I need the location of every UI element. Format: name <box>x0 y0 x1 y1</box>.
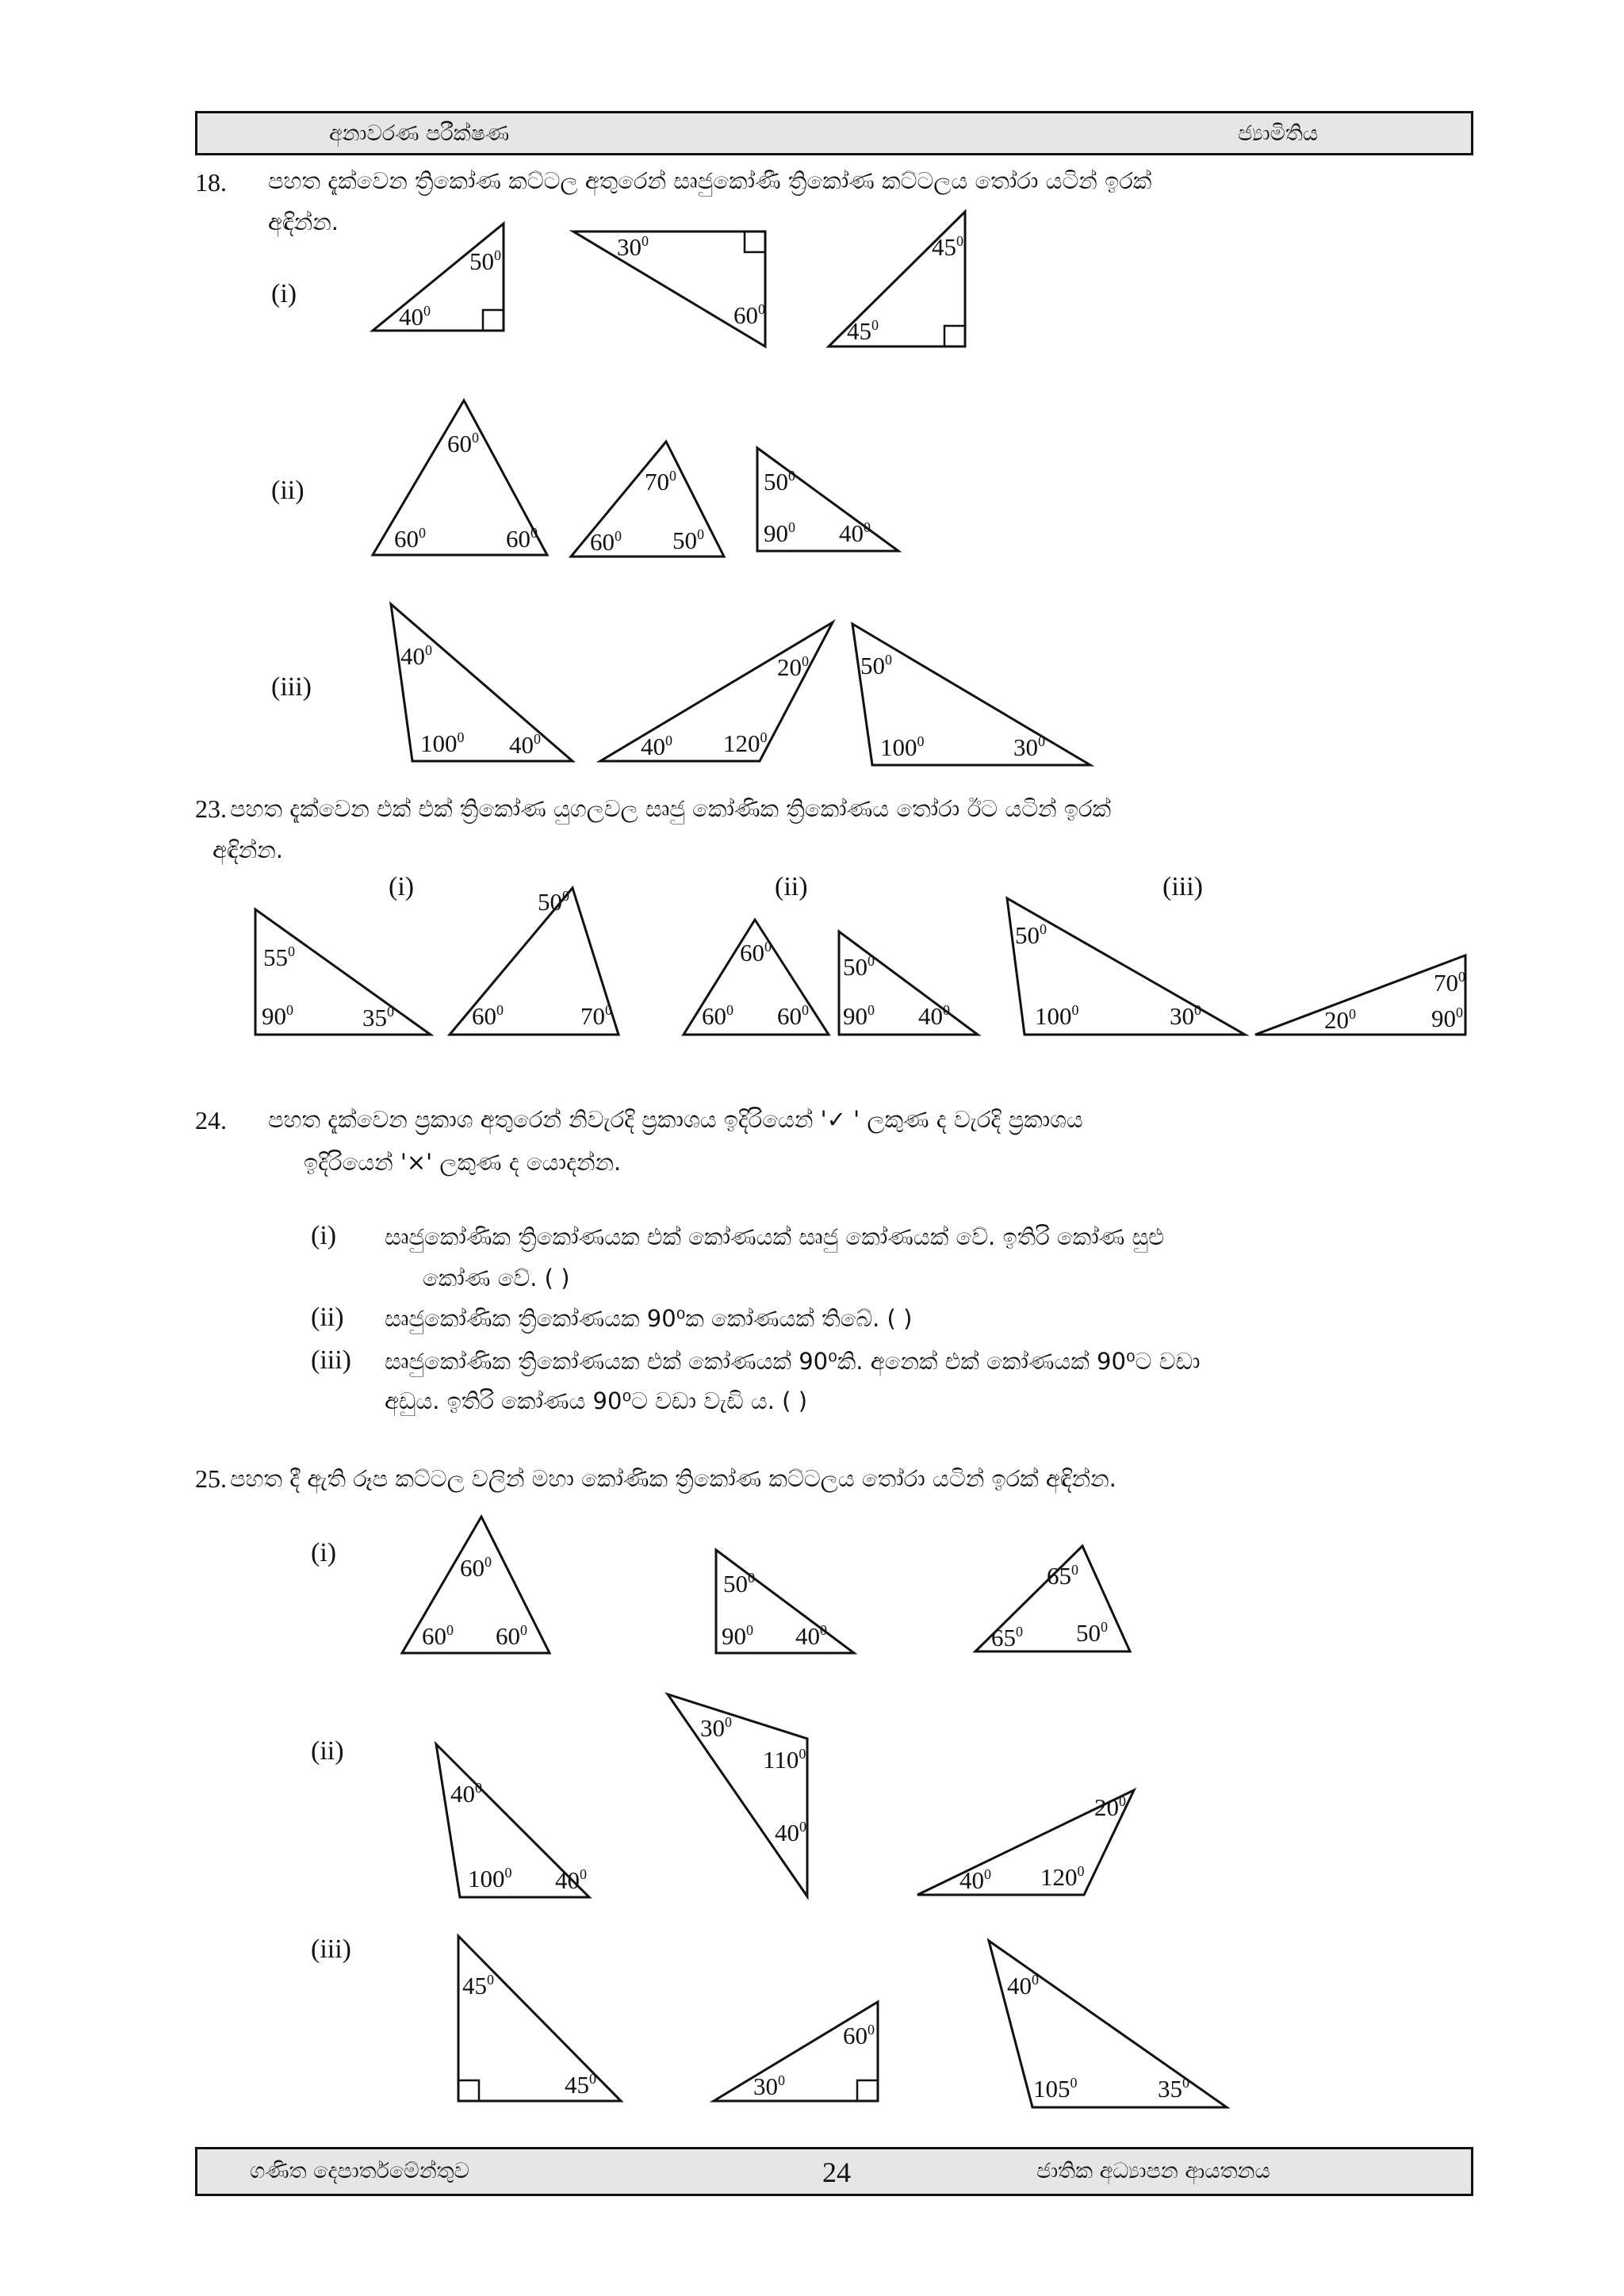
angle-label: $50^0$ <box>672 526 704 554</box>
angle-label: $100^0$ <box>468 1865 512 1892</box>
angle-label: $70^0$ <box>645 468 676 496</box>
angle-label: $100^0$ <box>1035 1002 1079 1030</box>
angle-label: $55^0$ <box>263 943 295 971</box>
angle-label: $60^0$ <box>590 528 622 556</box>
angle-label: $20^0$ <box>1094 1793 1126 1821</box>
q24-intro-line2: ඉදිරියෙන් '×' ලකුණ ද යොදන්න. <box>304 1149 622 1176</box>
triangle-q18-ii-5 <box>757 448 898 551</box>
triangle-q23-ii-12 <box>839 932 978 1035</box>
triangle-q18-ii-3 <box>373 400 547 555</box>
triangle-q18-i-2 <box>829 212 965 346</box>
angle-label: $45^0$ <box>932 233 963 261</box>
angle-label: $60^0$ <box>740 939 772 966</box>
q24-item-label-ii: (ii) <box>311 1303 344 1332</box>
q24-number: 24. <box>195 1106 227 1135</box>
angle-label: $30^0$ <box>753 2072 785 2100</box>
angle-label: $50^0$ <box>1076 1619 1108 1647</box>
angle-label: $90^0$ <box>262 1002 293 1030</box>
triangle-q18-iii-8 <box>852 624 1090 765</box>
footer-right-title: ජාතික අධ්‍යාපන ආයතනය <box>1036 2159 1270 2183</box>
q18-row-label-iii: (iii) <box>271 672 312 702</box>
angle-label: $40^0$ <box>839 519 871 547</box>
q25-number: 25. <box>195 1464 227 1493</box>
header-left-title: අනාවරණ පරීක්ෂණ <box>329 121 510 146</box>
angle-label: $110^0$ <box>763 1746 806 1774</box>
right-angle-mark <box>745 232 765 252</box>
q24-item-i-line2: කෝණ වේ. ( ) <box>423 1265 570 1292</box>
angle-label: $60^0$ <box>733 301 765 329</box>
triangle-q18-i-1 <box>573 232 765 346</box>
angle-label: $20^0$ <box>1324 1006 1356 1034</box>
angle-label: $40^0$ <box>555 1866 587 1894</box>
triangle-q25-iii-21 <box>458 1936 621 2101</box>
angle-label: $45^0$ <box>565 2071 596 2099</box>
q24-item-iii-line2: අඩුය. ඉතිරි කෝණය 90⁰ට වඩා වැඩි ය. ( ) <box>385 1387 808 1414</box>
angle-label: $70^0$ <box>580 1002 612 1030</box>
angle-label: $90^0$ <box>843 1002 875 1030</box>
q24-item-label-i: (i) <box>311 1221 337 1250</box>
q18-line1: පහත දැක්වෙන ත්‍රිකෝණ කට්ටල අතුරෙන් සෘජුකෝණී ත්‍රිකෝණ කට්ටලය තෝරා යටින් ඉරක් <box>268 167 1152 194</box>
triangle-q25-ii-20 <box>917 1790 1134 1895</box>
angle-label: $30^0$ <box>617 233 649 261</box>
triangle-outline <box>600 622 833 761</box>
angle-label: $40^0$ <box>509 731 541 759</box>
angle-label: $50^0$ <box>843 953 875 981</box>
angle-label: $70^0$ <box>1434 969 1465 997</box>
page-footer <box>195 2147 1473 2196</box>
triangle-q25-i-16 <box>716 1550 854 1653</box>
angle-label: $40^0$ <box>775 1819 806 1846</box>
q18-number: 18. <box>195 168 227 197</box>
q23-line1: පහත දැක්වෙන එක් එක් ත්‍රිකෝණ යුගලවල සෘජු කෝණික ත්‍රිකෝණය තෝරා ඊට යටින් ඉරක් <box>230 795 1112 822</box>
q24-item-label-iii: (iii) <box>311 1345 351 1375</box>
triangle-q25-iii-22 <box>714 2002 878 2101</box>
angle-label: $50^0$ <box>723 1570 755 1598</box>
q24-item-ii-line1: සෘජුකෝණික ත්‍රිකෝණයක 90⁰ක කෝණයක් තිබේ. ( ) <box>385 1305 913 1332</box>
angle-label: $60^0$ <box>394 525 426 553</box>
triangle-q25-ii-18 <box>436 1744 589 1897</box>
angle-label: $30^0$ <box>700 1714 732 1742</box>
triangle-q25-i-15 <box>402 1517 550 1653</box>
angle-label: $60^0$ <box>496 1622 527 1650</box>
angle-label: $50^0$ <box>764 468 795 496</box>
triangle-q25-i-17 <box>975 1546 1130 1651</box>
triangle-q23-i-9 <box>255 909 431 1035</box>
triangle-outline <box>458 1936 621 2101</box>
angle-label: $35^0$ <box>362 1004 394 1031</box>
footer-left-title: ගණිත දෙපාර්තමේන්තුව <box>250 2159 469 2183</box>
q25-line1: පහත දී ඇති රූප කට්ටල වලින් මහා කෝණික ත්‍රිකෝණ කට්ටලය තෝරා යටින් ඉරක් අඳින්න. <box>230 1465 1116 1492</box>
angle-label: $60^0$ <box>777 1002 809 1030</box>
angle-label: $40^0$ <box>641 733 672 760</box>
angle-label: $30^0$ <box>1013 733 1045 761</box>
angle-label: $50^0$ <box>860 652 892 679</box>
triangle-outline <box>989 1941 1227 2107</box>
q25-row-label-i: (i) <box>311 1538 337 1567</box>
angle-label: $60^0$ <box>843 2022 875 2049</box>
q23-label-i: (i) <box>389 872 415 901</box>
triangle-outline <box>573 232 765 346</box>
triangle-outline <box>391 604 573 761</box>
angle-label: $65^0$ <box>991 1624 1023 1651</box>
angle-label: $50^0$ <box>1015 921 1047 949</box>
angle-label: $40^0$ <box>795 1622 827 1650</box>
triangle-q25-ii-19 <box>668 1694 807 1896</box>
q18-row-label-ii: (ii) <box>271 476 304 505</box>
triangle-q23-i-10 <box>450 888 619 1035</box>
header-right-title: ජ්‍යාමිතිය <box>1238 121 1319 146</box>
q24-item-i-line1: සෘජුකෝණික ත්‍රිකෝණයක එක් කෝණයක් සෘජු කෝණයක් වේ. ඉතිරි කෝණ සුළු <box>385 1223 1165 1250</box>
angle-label: $60^0$ <box>472 1002 504 1030</box>
angle-label: $50^0$ <box>538 888 569 916</box>
angle-label: $40^0$ <box>450 1780 482 1808</box>
q23-label-iii: (iii) <box>1162 872 1203 901</box>
q23-line2: අඳින්න. <box>213 836 283 863</box>
angle-label: $90^0$ <box>764 519 795 547</box>
q23-label-ii: (ii) <box>775 872 808 901</box>
angle-label: $40^0$ <box>959 1866 991 1894</box>
angle-label: $60^0$ <box>460 1554 492 1582</box>
right-angle-mark <box>458 2080 479 2101</box>
triangle-outline <box>714 2002 878 2101</box>
q23-number: 23. <box>195 794 227 823</box>
angle-label: $60^0$ <box>422 1622 454 1650</box>
right-angle-mark <box>483 310 504 331</box>
triangle-q18-iii-6 <box>391 604 573 761</box>
angle-label: $45^0$ <box>847 317 879 345</box>
triangle-q18-iii-7 <box>600 622 833 761</box>
triangle-q25-iii-23 <box>989 1941 1227 2107</box>
q24-intro-line1: පහත දැක්වෙන ප්‍රකාශ අතුරෙන් නිවැරදි ප්‍රකාශය ඉදිරියෙන් '✓ ' ලකුණ ද වැරදි ප්‍රකාශය <box>268 1106 1083 1133</box>
angle-label: $65^0$ <box>1047 1562 1078 1590</box>
angle-label: $60^0$ <box>702 1002 733 1030</box>
angle-label: $45^0$ <box>462 1972 494 1999</box>
angle-label: $60^0$ <box>447 430 479 457</box>
triangle-q23-iii-14 <box>1255 955 1465 1035</box>
triangle-outline <box>668 1694 807 1896</box>
right-angle-mark <box>944 326 965 346</box>
q24-item-iii-line1: සෘජුකෝණික ත්‍රිකෝණයක එක් කෝණයක් 90⁰කි. අනෙක් එක් කෝණයක් 90⁰ට වඩා <box>385 1348 1201 1375</box>
angle-label: $90^0$ <box>722 1622 753 1650</box>
angle-label: $100^0$ <box>420 729 465 757</box>
angle-label: $40^0$ <box>918 1002 950 1030</box>
triangle-q23-iii-13 <box>1007 898 1245 1035</box>
angle-label: $105^0$ <box>1033 2075 1078 2103</box>
right-angle-mark <box>857 2080 878 2101</box>
angle-label: $90^0$ <box>1431 1004 1463 1032</box>
q25-row-label-ii: (ii) <box>311 1736 344 1766</box>
angle-label: $120^0$ <box>723 729 768 757</box>
angle-label: $50^0$ <box>469 247 501 275</box>
angle-label: $40^0$ <box>399 303 431 331</box>
angle-label: $60^0$ <box>506 525 538 553</box>
angle-label: $40^0$ <box>400 642 432 670</box>
footer-page-number: 24 <box>822 2156 851 2188</box>
q18-row-label-i: (i) <box>271 279 297 308</box>
angle-label: $120^0$ <box>1040 1863 1085 1891</box>
angle-label: $20^0$ <box>777 653 809 681</box>
angle-label: $100^0$ <box>880 733 925 761</box>
q25-row-label-iii: (iii) <box>311 1934 351 1964</box>
triangle-q23-ii-11 <box>684 920 829 1035</box>
angle-label: $40^0$ <box>1007 1972 1039 1999</box>
q18-line2: අඳින්න. <box>268 209 339 235</box>
angle-label: $35^0$ <box>1158 2075 1189 2103</box>
triangle-q18-i-0 <box>373 224 504 331</box>
triangle-q18-ii-4 <box>571 442 724 557</box>
angle-label: $30^0$ <box>1170 1002 1201 1030</box>
